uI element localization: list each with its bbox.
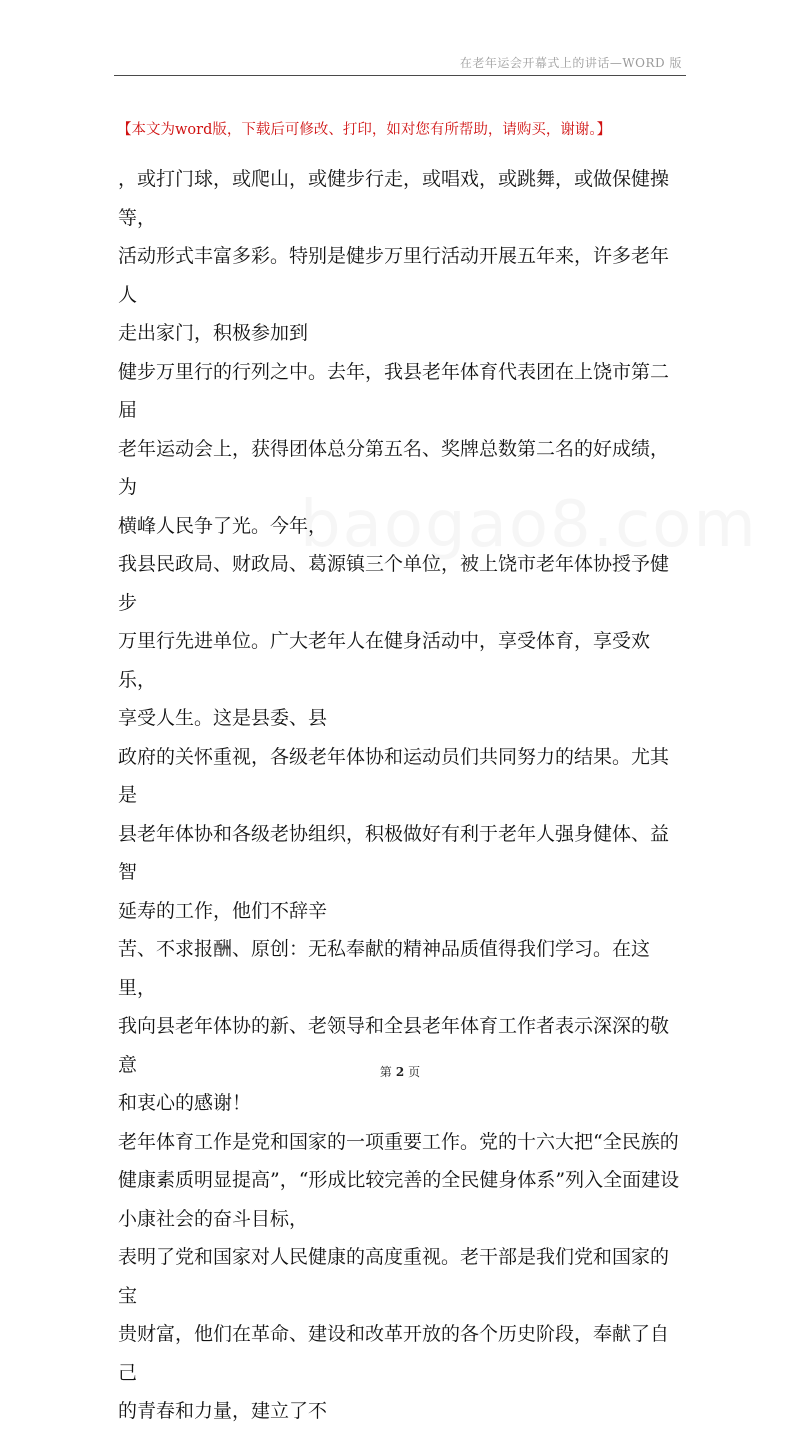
document-body [118, 160, 684, 1431]
footer-suffix: 页 [408, 1065, 421, 1079]
paragraph-4: 政府的关怀重视，各级老年体协和运动员们共同努力的结果。尤其是 县老年体协和各级老协组织，积极做好有利于老年人强身健体、益智 延寿的工作，他们不辞辛 [118, 745, 670, 922]
paragraph-3: 我县民政局、财政局、葛源镇三个单位，被上饶市老年体协授予健步 万里行先进单位。广大老年人在健身活动中，享受体育，享受欢乐， 享受人生。这是县委、县 [118, 553, 670, 729]
paragraph-7: 表明了党和国家对人民健康的高度重视。老干部是我们党和国家的宝 贵财富，他们在革命、建设和改革开放的各个历史阶段，奉献了自己 的青春和力量，建立了不 [118, 1246, 670, 1422]
paragraph-1: ，或打门球，或爬山，或健步行走，或唱戏，或跳舞，或做保健操等， 活动形式丰富多彩。特别是健步万里行活动开展五年来，许多老年人 走出家门，积极参加到 [118, 168, 670, 344]
page-header-title: 在老年运会开幕式上的讲话—WORD 版 [459, 56, 682, 70]
page-footer [0, 1063, 800, 1080]
watermark-text: baogao8.com [300, 488, 758, 562]
download-notice: 【本文为word版，下载后可修改、打印，如对您有所帮助，请购买，谢谢。】 [117, 122, 612, 138]
header-divider [114, 75, 686, 76]
paragraph-5: 苦、不求报酬、原创：无私奉献的精神品质值得我们学习。在这里， 我向县老年体协的新、老领导和全县老年体育工作者表示深深的敬意 和衷心的感谢！ [118, 938, 670, 1114]
paragraph-6: 老年体育工作是党和国家的一项重要工作。党的十六大把“全民族的 健康素质明显提高”，“形成比较完善的全民健身体系”列入全面建设 小康社会的奋斗目标， [118, 1130, 680, 1230]
paragraph-2: 健步万里行的行列之中。去年，我县老年体育代表团在上饶市第二届 老年运动会上，获得团体总分第五名、奖牌总数第二名的好成绩，为 横峰人民争了光。今年， [118, 360, 670, 537]
footer-prefix: 第 [379, 1065, 392, 1079]
page-number: 2 [395, 1065, 405, 1079]
